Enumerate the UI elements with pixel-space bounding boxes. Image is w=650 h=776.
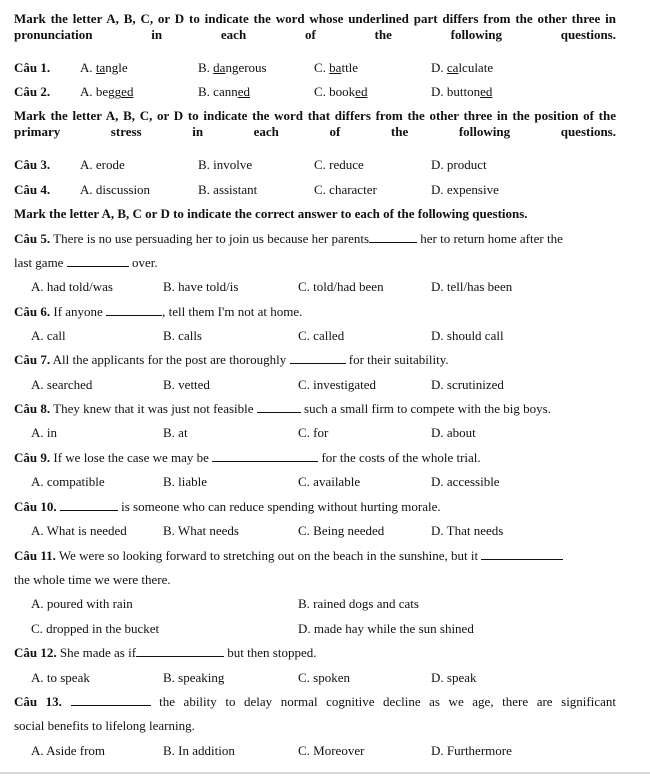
bottom-divider: [0, 772, 650, 774]
blank: [290, 352, 346, 364]
question-number: Câu 7.: [14, 352, 51, 367]
option-d: D. buttoned: [431, 84, 493, 99]
question-stem: Câu 5. There is no use persuading her to join us because her parents her to return home after the: [14, 231, 563, 246]
option-c: C. dropped in the bucket: [31, 621, 160, 636]
question-stem: Câu 13. the ability to delay normal cognitive decline as we age, there are significant: [14, 694, 616, 709]
option-b: B. In addition: [163, 743, 235, 758]
option-a: A. had told/was: [31, 279, 113, 294]
blank: [257, 401, 301, 413]
option-d: D. calculate: [431, 60, 494, 75]
question-number: Câu 2.: [14, 84, 51, 99]
option-a: A. to speak: [31, 670, 90, 685]
option-c: C. available: [298, 474, 361, 489]
blank: [67, 255, 129, 267]
option-d: D. speak: [431, 670, 477, 685]
question-stem: Câu 10. is someone who can reduce spending without hurting morale.: [14, 499, 441, 514]
section-instruction-stress: Mark the letter A, B, C, or D to indicate the word that differs from the other three in the position of the primary stress in each of the following questions.: [14, 108, 616, 139]
option-a: A. call: [31, 328, 66, 343]
option-a: A. in: [31, 425, 57, 440]
option-d: D. Furthermore: [431, 743, 512, 758]
option-d: D. accessible: [431, 474, 500, 489]
option-c: C. character: [314, 182, 377, 197]
option-c: C. reduce: [314, 157, 364, 172]
option-c: C. called: [298, 328, 345, 343]
question-stem: Câu 7. All the applicants for the post are thoroughly for their suitability.: [14, 352, 449, 367]
question-number: Câu 9.: [14, 450, 51, 465]
option-c: C. battle: [314, 60, 359, 75]
option-a: A. discussion: [80, 182, 151, 197]
option-d: D. product: [431, 157, 487, 172]
option-a: A. Aside from: [31, 743, 106, 758]
option-d: D. made hay while the sun shined: [298, 621, 474, 636]
option-c: C. Being needed: [298, 523, 385, 538]
option-a: A. searched: [31, 377, 93, 392]
option-c: C. investigated: [298, 377, 376, 392]
option-b: B. liable: [163, 474, 208, 489]
blank: [60, 499, 118, 511]
question-stem: Câu 11. We were so looking forward to stretching out on the beach in the sunshine, but it: [14, 548, 563, 564]
question-number: Câu 10.: [14, 499, 57, 514]
option-a: A. erode: [80, 157, 125, 172]
option-b: B. canned: [198, 84, 250, 99]
option-d: D. expensive: [431, 182, 499, 197]
option-b: B. calls: [163, 328, 202, 343]
question-number: Câu 5.: [14, 231, 51, 246]
question-stem: Câu 8. They knew that it was just not feasible such a small firm to compete with the big boys.: [14, 401, 551, 416]
question-stem: Câu 12. She made as if but then stopped.: [14, 645, 317, 660]
option-b: B. involve: [198, 157, 253, 172]
option-d: D. scrutinized: [431, 377, 504, 392]
question-number: Câu 8.: [14, 401, 51, 416]
option-d: D. tell/has been: [431, 279, 513, 294]
blank: [71, 694, 151, 706]
option-a: A. What is needed: [31, 523, 127, 538]
question-number: Câu 6.: [14, 304, 51, 319]
option-b: B. What needs: [163, 523, 239, 538]
option-c: C. Moreover: [298, 743, 365, 758]
option-c: C. told/had been: [298, 279, 384, 294]
section-instruction-correct: Mark the letter A, B, C or D to indicate the correct answer to each of the following questions.: [14, 206, 528, 221]
blank: [136, 645, 224, 657]
question-stem-line2: last game over.: [14, 255, 158, 270]
question-number: Câu 1.: [14, 60, 51, 75]
question-number: Câu 11.: [14, 548, 56, 563]
blank: [106, 304, 162, 316]
option-a: A. poured with rain: [31, 596, 133, 611]
option-b: B. speaking: [163, 670, 225, 685]
question-stem-line2: the whole time we were there.: [14, 572, 171, 587]
question-stem-line2: social benefits to lifelong learning.: [14, 718, 195, 733]
option-b: B. vetted: [163, 377, 210, 392]
option-b: B. rained dogs and cats: [298, 596, 419, 611]
option-a: A. compatible: [31, 474, 105, 489]
option-b: B. assistant: [198, 182, 258, 197]
option-d: D. about: [431, 425, 476, 440]
question-number: Câu 3.: [14, 157, 51, 172]
question-stem: Câu 9. If we lose the case we may be for the costs of the whole trial.: [14, 450, 481, 465]
option-c: C. spoken: [298, 670, 350, 685]
blank: [481, 548, 563, 560]
option-b: B. dangerous: [198, 60, 267, 75]
option-a: A. begged: [80, 84, 134, 99]
blank: [212, 450, 318, 462]
question-stem: Câu 6. If anyone , tell them I'm not at home.: [14, 304, 303, 319]
option-c: C. booked: [314, 84, 368, 99]
option-d: D. should call: [431, 328, 504, 343]
question-number: Câu 4.: [14, 182, 51, 197]
option-b: B. at: [163, 425, 188, 440]
option-b: B. have told/is: [163, 279, 239, 294]
option-a: A. tangle: [80, 60, 128, 75]
question-number: Câu 12.: [14, 645, 57, 660]
question-number: Câu 13.: [14, 694, 62, 709]
option-d: D. That needs: [431, 523, 504, 538]
blank: [369, 231, 417, 243]
option-c: C. for: [298, 425, 329, 440]
section-instruction-pronunciation: Mark the letter A, B, C, or D to indicate the word whose underlined part differs from the other three in pronunciation in each of the following questions.: [14, 11, 616, 42]
